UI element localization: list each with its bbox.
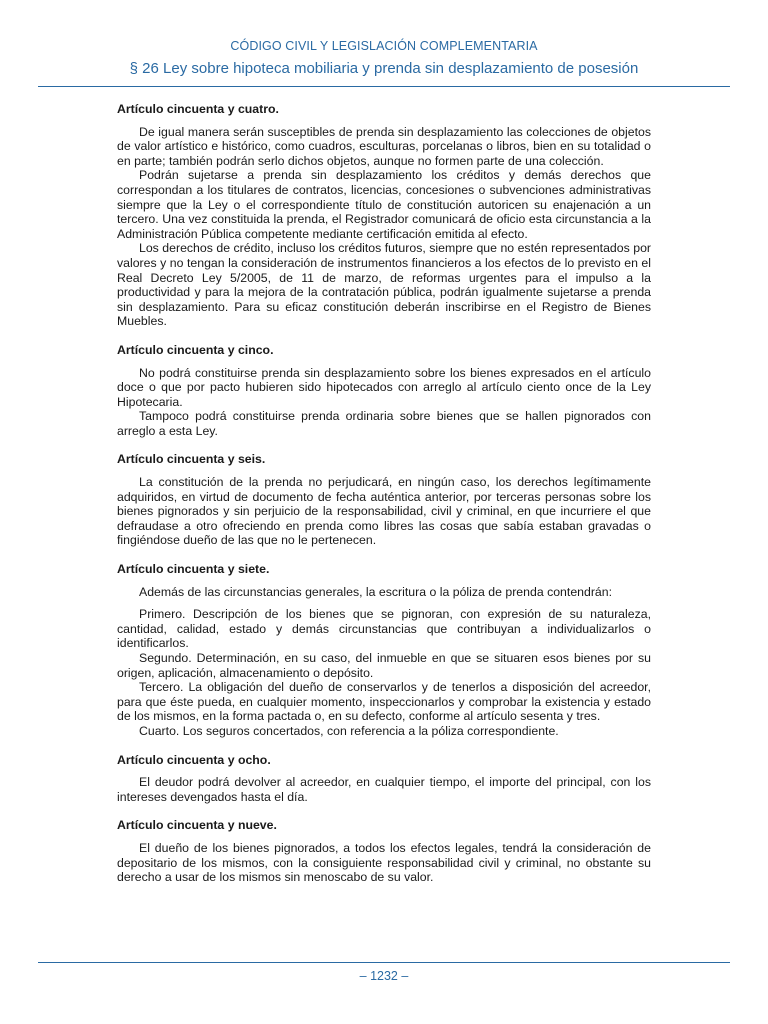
article-title: Artículo cincuenta y ocho. xyxy=(117,752,271,767)
law-title: § 26 Ley sobre hipoteca mobiliaria y prenda sin desplazamiento de posesión xyxy=(129,60,639,77)
article-title: Artículo cincuenta y cuatro. xyxy=(117,102,279,116)
article-58 xyxy=(117,753,651,805)
article-paragraph: Tercero. La obligación del dueño de conservarlos y de tenerlos a disposición del acreedor, para que éste pueda, en cualquier momento, inspeccionarlos y comprobar la existencia y estado de los mismos, en la forma pactada o, en su defecto, conforme al artículo sesenta y tres. xyxy=(117,680,651,724)
article-57 xyxy=(117,562,651,739)
article-title: Artículo cincuenta y cinco. xyxy=(117,342,274,357)
article-paragraph: De igual manera serán susceptibles de prenda sin desplazamiento las colecciones de objetos de valor artístico e histórico, como cuadros, esculturas, porcelanas o libros, bien en su totalidad o en parte; también podrán serlo dichos objetos, aunque no formen parte de una colección. xyxy=(117,124,651,168)
page-number: – 1232 – xyxy=(359,969,409,983)
article-paragraph: Primero. Descripción de los bienes que se pignoran, con expresión de su naturaleza, cantidad, calidad, estado y demás circunstancias que contribuyan a individualizarlos o identificarlos. xyxy=(117,607,651,651)
article-59 xyxy=(117,818,651,884)
article-paragraph: Cuarto. Los seguros concertados, con referencia a la póliza correspondiente. xyxy=(139,723,559,738)
article-paragraph: Podrán sujetarse a prenda sin desplazamiento los créditos y demás derechos que correspondan a los titulares de contratos, licencias, concesiones o subvenciones administrativas siempre que la Ley o el correspondiente título de constitución autoricen su enajenación a un tercero. Una vez constituida la prenda, el Registrador comunicará de oficio esta circunstancia a la Administración Pública competente mediante certificación emitida al efecto. xyxy=(117,168,651,241)
article-55 xyxy=(117,343,651,439)
article-54 xyxy=(117,102,651,329)
article-paragraph: El deudor podrá devolver al acreedor, en cualquier tiempo, el importe del principal, con los intereses devengados hasta el día. xyxy=(117,775,651,804)
article-paragraph: No podrá constituirse prenda sin desplazamiento sobre los bienes expresados en el artículo doce o que por pacto hubieren sido hipotecados con arreglo al artículo ciento once de la Ley Hipotecaria. xyxy=(117,365,651,409)
article-paragraph: Los derechos de crédito, incluso los créditos futuros, siempre que no estén representados por valores y no tengan la consideración de instrumentos financieros a los efectos de lo previsto en el Real Decreto Ley 5/2005, de 11 de marzo, de reformas urgentes para el impulso a la productividad y para la mejora de la contratación pública, podrán igualmente sujetarse a prenda sin desplazamiento. Para su eficaz constitución deberán inscribirse en el Registro de Bienes Muebles. xyxy=(117,241,651,329)
footer-divider xyxy=(38,962,730,963)
code-title: CÓDIGO CIVIL Y LEGISLACIÓN COMPLEMENTARIA xyxy=(230,39,538,53)
article-paragraph: Tampoco podrá constituirse prenda ordinaria sobre bienes que se hallen pignorados con arreglo a esta Ley. xyxy=(117,409,651,438)
article-56 xyxy=(117,452,651,548)
article-intro: Además de las circunstancias generales, la escritura o la póliza de prenda contendrán: xyxy=(139,584,613,599)
article-paragraph: El dueño de los bienes pignorados, a todos los efectos legales, tendrá la consideración de depositario de los mismos, con la consiguiente responsabilidad civil y criminal, no obstante su derecho a usar de los mismos sin menoscabo de su valor. xyxy=(117,840,651,885)
article-title: Artículo cincuenta y siete. xyxy=(117,562,270,577)
header-divider xyxy=(38,86,730,87)
article-title: Artículo cincuenta y seis. xyxy=(117,452,266,467)
page-header xyxy=(38,38,730,79)
article-paragraph: Segundo. Determinación, en su caso, del inmueble en que se situaren esos bienes por su origen, aplicación, almacenamiento o depósito. xyxy=(117,651,651,680)
article-paragraph: La constitución de la prenda no perjudicará, en ningún caso, los derechos legítimamente adquiridos, en virtud de documento de fecha auténtica anterior, por terceras personas sobre los bienes pignorados y sin perjuicio de la responsabilidad, civil y criminal, en que incurriere el que defraudase a otro ofreciendo en prenda como libres las cosas que sabía estaban gravadas o fingiéndose dueño de las que no le pertenecen. xyxy=(117,475,651,548)
document-body xyxy=(117,102,651,885)
article-title: Artículo cincuenta y nueve. xyxy=(117,818,277,833)
